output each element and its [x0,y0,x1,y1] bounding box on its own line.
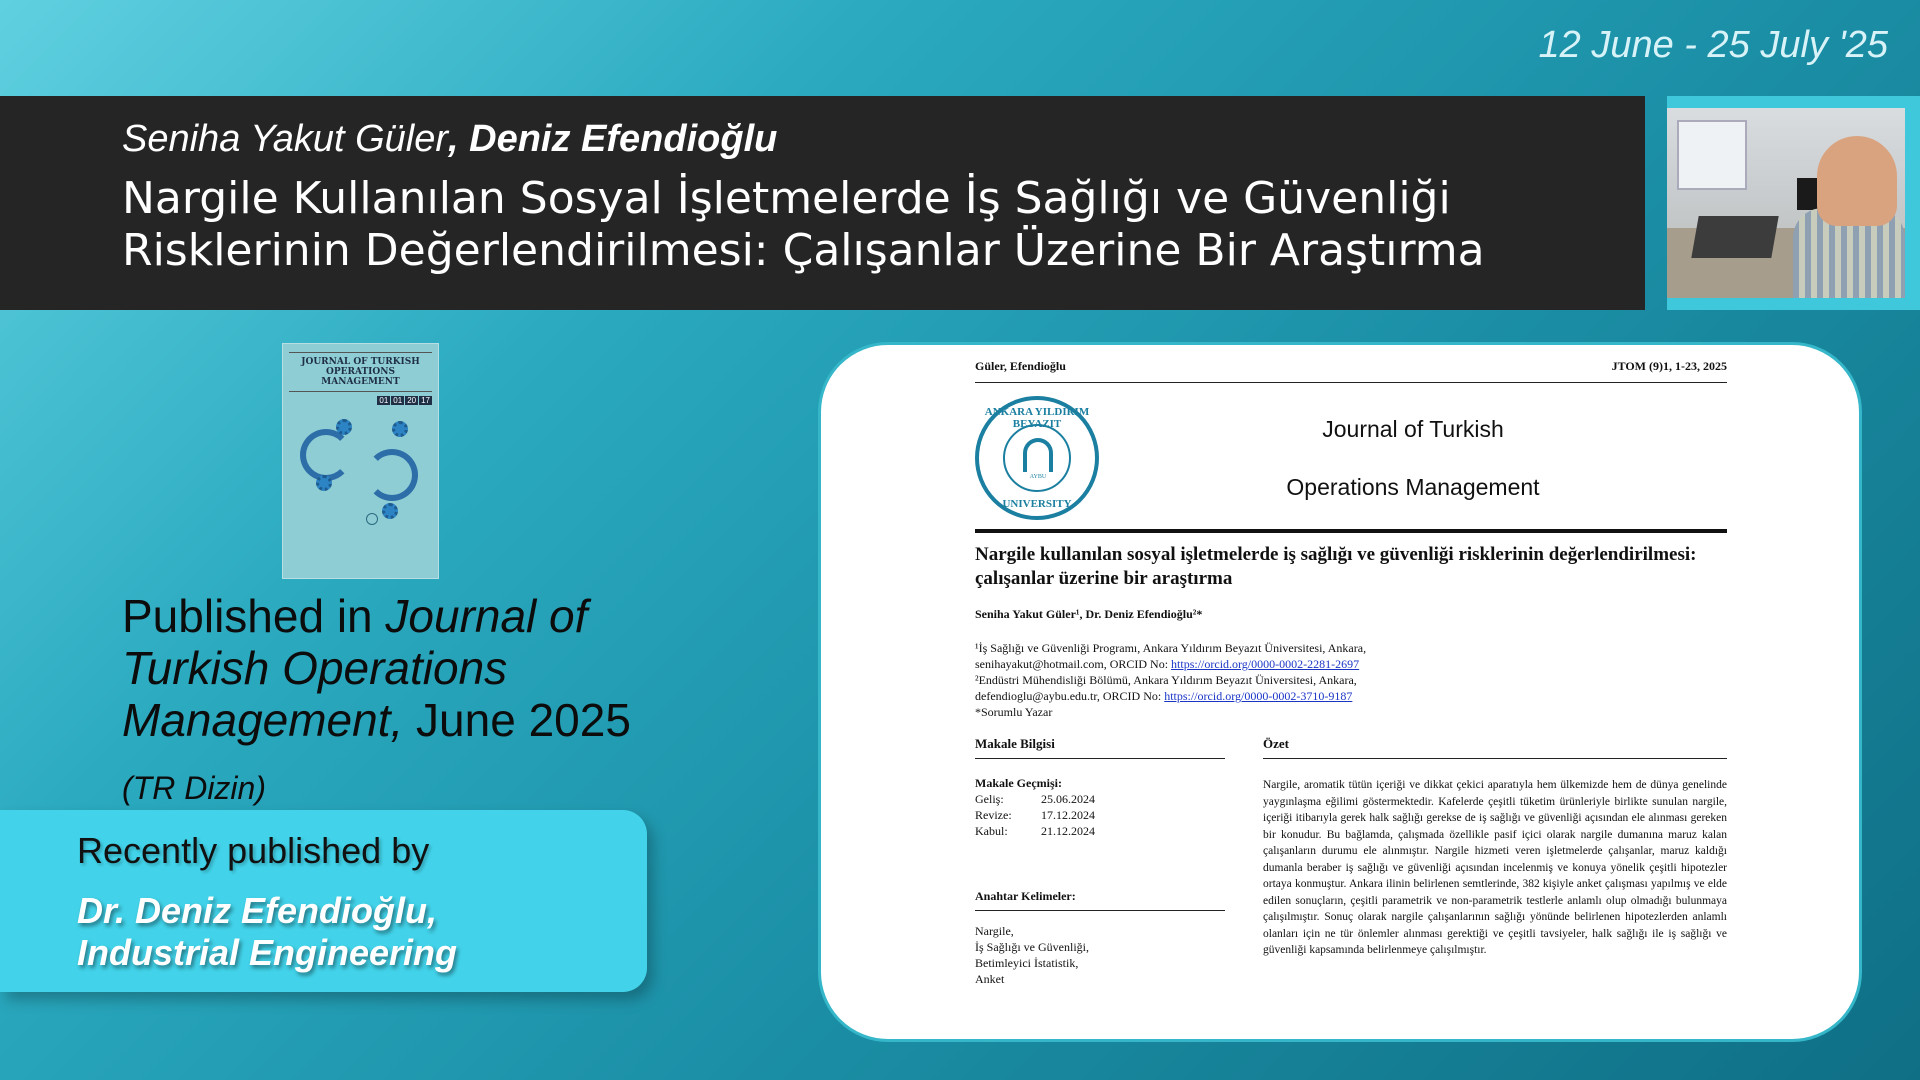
orcid-link-1[interactable]: https://orcid.org/0000-0002-2281-2697 [1171,657,1360,671]
history-label: Kabul: [975,824,1008,838]
published-date: June 2025 [403,694,631,746]
cover-number: 20 [407,396,417,405]
journal-title-line1: Journal of Turkish [1322,416,1504,442]
article-info-column [975,736,1225,987]
journal-title-line2: Operations Management [1286,474,1540,500]
keyword: İş Sağlığı ve Güvenliği, [975,940,1089,954]
cover-numbers [289,396,432,405]
history-label: Revize: [975,808,1012,822]
history-value: 21.12.2024 [1041,824,1095,838]
logo-text-bottom: UNIVERSITY [1002,498,1072,510]
history-value: 25.06.2024 [1041,792,1095,806]
journal-cover [282,343,439,579]
paper-title [122,173,1645,277]
divider [975,529,1727,533]
cover-number: 01 [379,396,389,405]
article-history [975,775,1225,839]
affiliation-1-email: senihayakut@hotmail.com, ORCID No: [975,657,1172,671]
keyword: Anket [975,972,1005,986]
affiliation-1: ¹İş Sağlığı ve Güvenliği Programı, Ankara Yıldırım Beyazıt Üniversitesi, Ankara, [975,641,1367,655]
keyword: Nargile, [975,924,1014,938]
keyword: Betimleyici İstatistik, [975,956,1079,970]
keywords-heading: Anahtar Kelimeler: [975,889,1225,911]
author-photo [1667,96,1920,310]
history-row [975,823,1225,839]
running-header [975,359,1727,383]
published-prefix: Published in [122,590,386,642]
author-bold: , Deniz Efendioğlu [448,118,778,160]
recently-published-box [0,810,647,992]
orcid-link-2[interactable]: https://orcid.org/0000-0002-3710-9187 [1164,689,1353,703]
index-label: (TR Dizin) [122,770,266,806]
recent-author-name: Dr. Deniz Efendioğlu, [77,890,438,931]
keywords-list [975,923,1225,987]
authors-line [122,118,1645,161]
affiliations [975,640,1727,720]
affiliation-2-email: defendioglu@aybu.edu.tr, ORCID No: [975,689,1165,703]
cover-number: 01 [393,396,403,405]
history-value: 17.12.2024 [1041,808,1095,822]
history-label: Geliş: [975,792,1004,806]
paper-title-line1: Nargile Kullanılan Sosyal İşletmelerde İş Sağlığı ve Güvenliği [122,173,1451,224]
history-row [975,791,1225,807]
university-logo-icon [975,396,1099,520]
article-info-heading: Makale Bilgisi [975,736,1225,759]
recent-label: Recently published by [77,830,430,871]
photo-image [1667,108,1905,298]
corresponding-note: *Sorumlu Yazar [975,705,1053,719]
journal-name: Turkish Operations [122,642,508,694]
journal-title [1099,400,1727,516]
cover-number: 17 [421,396,430,405]
cover-title: JOURNAL OF TURKISH OPERATIONS MANAGEMENT [289,352,432,392]
abstract-heading: Özet [1263,736,1727,759]
date-range: 12 June - 25 July '25 [1538,24,1888,66]
article-body [975,736,1727,987]
title-banner [0,96,1645,310]
paper-page [975,359,1727,987]
running-ref: JTOM (9)1, 1-23, 2025 [1611,359,1727,373]
recent-author-dept: Industrial Engineering [77,932,458,973]
running-authors: Güler, Efendioğlu [975,359,1066,373]
recent-author [77,890,647,974]
journal-masthead [975,395,1727,521]
paper-title-line2: Risklerinin Değerlendirilmesi: Çalışanlar Üzerine Bir Araştırma [122,225,1485,276]
history-row [975,807,1225,823]
affiliation-2: ²Endüstri Mühendisliği Bölümü, Ankara Yıldırım Beyazıt Üniversitesi, Ankara, [975,673,1357,687]
journal-name: Journal of [385,590,588,642]
article-title: Nargile kullanılan sosyal işletmelerde iş sağlığı ve güvenliği risklerinin değerlendirilmesi: çalışanlar üzerine bir araştırma [975,544,1697,589]
abstract-column [1263,736,1727,987]
history-heading: Makale Geçmişi: [975,776,1062,790]
logo-text-top: ANKARA YILDIRIM BEYAZIT [984,406,1090,430]
article-authors: Seniha Yakut Güler¹, Dr. Deniz Efendioğlu²* [975,607,1203,621]
published-in [122,590,631,746]
paper-preview [818,342,1862,1042]
logo-text-mid: AYBU [1029,474,1047,480]
journal-name: Management, [122,694,404,746]
cover-art [296,419,426,529]
author-regular: Seniha Yakut Güler [122,118,449,160]
abstract-text: Nargile, aromatik tütün içeriği ve dikkat çekici aparatıyla hem ülkemizde hem de dünya genelinde yaygınlaşma eğilimi göstermektedir. Kafelerde çeşitli tüketim ürünleriyle birlikte sunulan nargile, içeriği itibarıyla gerek halk sağlığı gerekse de iş sağlığı ve güvenliği açısından ele alınması gereken bir konudur. Bu bağlamda, çalışmada özellikle pasif içici olarak nargile dumanına maruz kalan çalışanların durumu ele alınmıştır. Nargile hizmeti veren işletmelerde çalışanlar, maruz kaldığı dumanla beraber iş sağlığı ve güvenliği açısından incelenmiş ve konuya yönelik çeşitli hipotezler ortaya konmuştur. Ankara ilinin belirlenen semtlerinde, 382 kişiyle anket çalışması yapılmış ve elde edilen sonuçların, çeşitli parametrik ve non-parametrik testlerle anlamlı olup olmadığı bulunmaya çalışılmıştır. Sonuç olarak nargile çalışanlarının sağlığı yönünde belirlenen hipotezlerden anlamlı olanları için ne tür önlemler alınması gerektiği ve çeşitli tavsiyeler, halk sağlığı ile iş sağlığı ve güvenliği kapsamında belirlenmeye çalışılmıştır. [1263,779,1727,956]
